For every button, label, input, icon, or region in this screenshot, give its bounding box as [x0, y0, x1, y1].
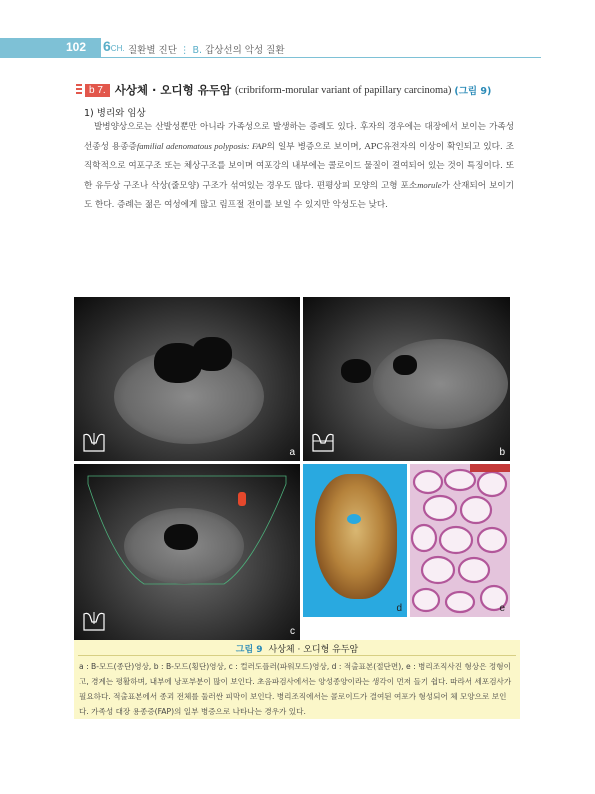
figure-reference: (그림 9) [454, 86, 492, 97]
running-title [128, 42, 285, 56]
body-term-morule: morule [417, 180, 442, 191]
specimen-mass [315, 474, 397, 599]
caption-title [74, 642, 520, 655]
probe-position-icon [311, 431, 335, 453]
doppler-signal [238, 492, 246, 506]
figure-panel-d [303, 464, 407, 617]
section-badge: b 7. [85, 84, 110, 97]
panel-label-b: b [499, 447, 505, 458]
probe-position-icon [82, 610, 106, 632]
body-sentence-2: 의 일부 병증으로 보이며, APC유전자의 이상이 확인되고 있다. 조직학적으로 여포구조 또는 체상구조를 보이며 여포강의 내부에는 콜로이드 물질이 결여되어 있는 것이 특징이다. 또한 유두상 구조나 삭상(줄모양) 구조가 섞여있는 경우도 많다. 편평상피 모양의 고형 포소 [84, 142, 515, 192]
figure-panel-c [74, 464, 300, 640]
tumor-mass [373, 339, 508, 429]
section-heading-title: 사상체 · 오디형 유두암 [114, 83, 232, 97]
panel-label-e: e [499, 603, 505, 614]
body-sentence-3: 가 산재되어 보이기도 한다. 증례는 젊은 여성에게 많고 림프절 전이를 보일 수 있지만 악성도는 낮다. [84, 181, 514, 211]
figure-panel-e [410, 464, 510, 617]
panel-label-a: a [289, 447, 295, 458]
probe-position-icon [82, 431, 106, 453]
chapter-suffix: CH. [110, 44, 125, 53]
caption-number: 그림 9 [235, 645, 263, 655]
caption-rule [78, 655, 516, 656]
body-sentence-1: 발병양상으로는 산발성뿐만 아니라 가족성으로 발생하는 증례도 있다. 후자의 경우에는 대장에서 보이는 가족성 선종성 용종증 [84, 122, 514, 153]
heading-marker [76, 84, 82, 96]
subheading: 1) 병리와 임상 [84, 108, 146, 119]
cystic-area [393, 355, 417, 375]
panel-label-d: d [396, 603, 402, 614]
section-heading [76, 82, 491, 98]
chapter-number [103, 38, 125, 54]
section-heading-english: (cribriform-morular variant of papillary carcinoma) [235, 84, 452, 96]
header-separator: ⋮ [179, 45, 190, 56]
cystic-area [164, 524, 198, 550]
histology-image [410, 464, 510, 617]
cystic-area [192, 337, 232, 371]
figure-caption [74, 640, 520, 719]
header-rule [101, 57, 541, 58]
caption-title-text: 사상체 · 오디형 유두암 [268, 645, 359, 655]
cystic-area [341, 359, 371, 383]
figure-panel-a [74, 297, 300, 461]
page-number: 102 [66, 40, 87, 54]
specimen-cyst [347, 514, 361, 524]
figure-panel-b [303, 297, 510, 461]
body-term-fap: familial adenomatous polyposis: FAP [136, 141, 267, 152]
chapter-title: 질환별 진단 [128, 45, 177, 56]
body-paragraph [84, 118, 514, 215]
section-title: 갑상선의 악성 질환 [205, 45, 285, 56]
body-text [84, 118, 514, 215]
chapter-number-value: 6 [103, 38, 111, 54]
panel-label-c: c [290, 626, 295, 637]
section-letter: B. [192, 45, 203, 56]
caption-text: a : B-모드(종단)영상, b : B-모드(횡단)영상, c : 컬러도플러(파워모드)영상, d : 적출표본(절단면), e : 병리조직사진 형상은 정형이고, 경계는 평활하며, 내부에 낭포부분이 많이 보인다. 초음파검사에서는 양성종양이라는 생각이 먼저 들기 쉽다. 따라서 세포검사가 필요하다. 적출표본에서 종괴 전체를 둘러싼 피막이 보인다. 병리조직에서는 콜로이드가 결여된 여포가 형성되어 체 모양으로 보인다. 가족성 대장 용종증(FAP)의 일부 병증으로 나타나는 경우가 있다. [79, 662, 512, 716]
